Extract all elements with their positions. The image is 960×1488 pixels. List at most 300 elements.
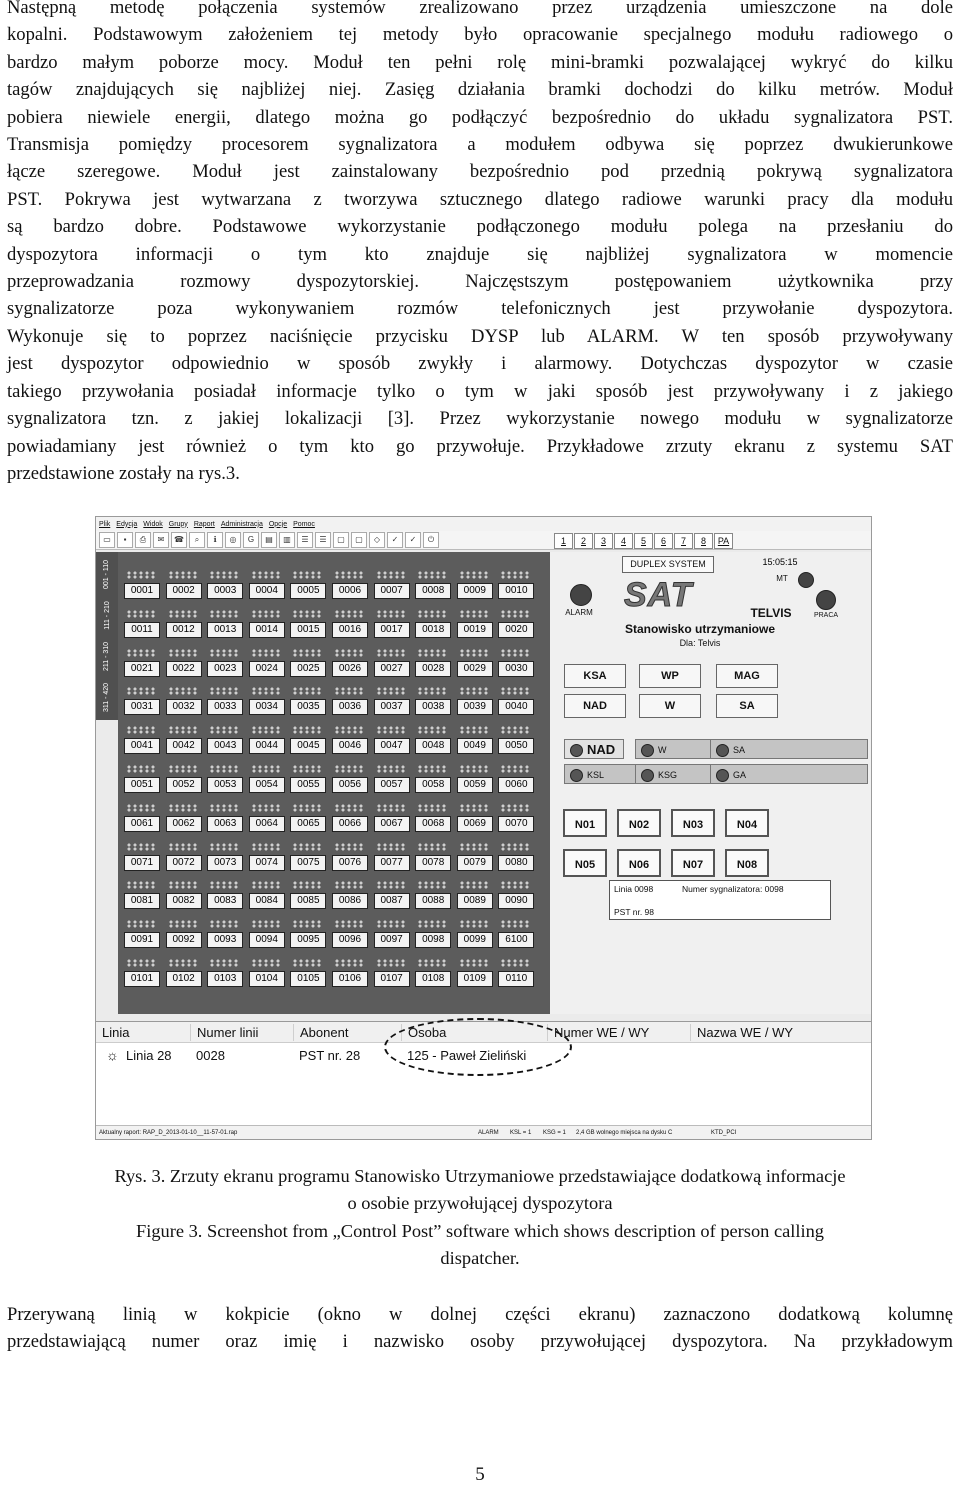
line-cell[interactable] [413,840,451,873]
led-dots-icon [209,843,239,851]
led-dots-icon [376,649,406,657]
status-sa-label: SA [733,745,746,755]
line-cell[interactable] [164,762,202,795]
page-tabs [554,533,733,549]
line-number: 0046 [332,738,368,754]
line-cell[interactable] [122,762,160,795]
led-dots-icon [500,804,530,812]
line-cell[interactable] [122,684,160,717]
n06-button[interactable]: N06 [617,849,661,877]
page-tab[interactable]: 2 [574,533,593,549]
line-cell[interactable] [122,956,160,989]
line-number: 0009 [457,583,493,599]
line-number: 0088 [415,893,451,909]
mt-label: MT [776,574,788,583]
line-cell[interactable] [496,878,534,911]
line-cell[interactable] [496,801,534,834]
led-dots-icon [168,571,198,579]
line-number: 0092 [166,932,202,948]
status-w-label: W [658,745,667,755]
led-dots-icon [251,610,281,618]
line-cell[interactable] [330,568,368,601]
caption-pl-line2: o osobie przywołującej dyspozytora [347,1193,613,1214]
line-cell[interactable] [288,762,326,795]
line-cell[interactable] [413,956,451,989]
duplex-label: DUPLEX SYSTEM [622,556,714,573]
led-dots-icon [209,571,239,579]
ksa-button[interactable]: KSA [564,664,626,688]
line-cell[interactable] [164,646,202,679]
led-dots-icon [334,765,364,773]
line-cell[interactable] [288,801,326,834]
line-cell[interactable] [330,762,368,795]
status-alarm: ALARM [478,1130,499,1136]
range-label[interactable] [96,636,118,676]
line-cell[interactable] [496,568,534,601]
led-dots-icon [334,959,364,967]
n05-button[interactable]: N05 [563,849,607,877]
line-cell[interactable] [288,917,326,950]
line-cell[interactable] [330,684,368,717]
status-led-icon [641,744,654,757]
led-dots-icon [376,843,406,851]
led-dots-icon [168,726,198,734]
group-icon[interactable]: ◎ [225,532,241,548]
line-cell[interactable] [372,956,410,989]
nad-button[interactable]: NAD [564,694,626,718]
line-cell[interactable] [247,723,285,756]
line-number: 0034 [249,699,285,715]
line-cell[interactable] [288,878,326,911]
led-dots-icon [209,726,239,734]
print-icon[interactable]: ⎙ [135,532,151,548]
line-cell[interactable] [122,723,160,756]
led-dots-icon [251,765,281,773]
line-number: 0058 [415,777,451,793]
line-number: 0067 [374,816,410,832]
line-cell[interactable] [288,568,326,601]
line-number: 0008 [415,583,451,599]
line-cell[interactable] [122,840,160,873]
col-nazwa-we-wy[interactable]: Nazwa WE / WY [690,1024,793,1041]
paragraph-line: dyspozytora informacji o tym kto znajduje się najbliżej sygnalizatora w momencie [7,243,953,265]
line-number: 0055 [290,777,326,793]
list-icon[interactable]: ☰ [315,532,331,548]
line-number: 0043 [207,738,243,754]
line-number: 0021 [124,661,160,677]
line-cell[interactable] [372,840,410,873]
paragraph-line: takiego przywołania posiadał informacje tylko o tym w jaki sposób jest przywoływany i z jakiego [7,380,953,402]
line-cell[interactable] [205,878,243,911]
line-cell[interactable] [413,607,451,640]
sun-icon: ☼ [106,1047,119,1063]
line-cell[interactable] [455,762,493,795]
line-number: 0096 [332,932,368,948]
g-icon[interactable]: G [243,532,259,548]
page-tab[interactable]: PA [714,533,733,549]
line-number: 0109 [457,971,493,987]
line-cell[interactable] [372,684,410,717]
led-dots-icon [251,649,281,657]
n04-button[interactable]: N04 [725,809,769,837]
paragraph-line: jest dyspozytor odpowiednio w sposób zwykły i alarmowy. Dotychczas dyspozytor w czasie [7,353,953,375]
line-cell[interactable] [455,801,493,834]
line-cell[interactable] [288,684,326,717]
line-cell[interactable] [288,840,326,873]
line-number: 0010 [498,583,534,599]
line-number: 0050 [498,738,534,754]
line-cell[interactable] [288,723,326,756]
menu-item[interactable]: Grupy [168,520,188,528]
line-cell[interactable] [288,646,326,679]
paragraph-line: przeprowadzania rozmowy dyspozytorskiej. Najczęstszym postępowaniem użytkownika przy [7,271,953,293]
line-cell[interactable] [496,840,534,873]
line-cell[interactable] [122,801,160,834]
panel-title: Stanowisko utrzymaniowe [624,622,776,636]
led-dots-icon [500,726,530,734]
line-cell[interactable] [164,723,202,756]
info-icon[interactable]: ℹ [207,532,223,548]
menu-item[interactable]: Raport [193,520,215,528]
line-number: 0027 [374,661,410,677]
mag-button[interactable]: MAG [716,664,778,688]
line-cell[interactable] [288,607,326,640]
folder-icon[interactable]: ▭ [99,532,115,548]
line-cell[interactable] [455,568,493,601]
doc-icon[interactable]: ▢ [351,532,367,548]
line-cell[interactable] [330,801,368,834]
led-dots-icon [126,726,156,734]
sa-button[interactable]: SA [716,694,778,718]
col-linia[interactable]: Linia [102,1025,130,1040]
line-cell[interactable] [413,878,451,911]
led-dots-icon [292,571,322,579]
doc-icon[interactable]: ▢ [333,532,349,548]
line-cell[interactable] [122,646,160,679]
status-nad [564,739,624,759]
line-cell[interactable] [247,762,285,795]
line-cell[interactable] [164,568,202,601]
col-numer-linii[interactable]: Numer linii [190,1024,258,1041]
line-number: 0015 [290,622,326,638]
line-number: 0056 [332,777,368,793]
page-tab[interactable]: 7 [674,533,693,549]
line-number: 0062 [166,816,202,832]
line-number: 0052 [166,777,202,793]
line-cell[interactable] [205,684,243,717]
page-tab[interactable]: 1 [554,533,573,549]
led-dots-icon [168,765,198,773]
line-cell[interactable] [164,840,202,873]
line-cell[interactable] [455,607,493,640]
clock: 15:05:15 [762,557,798,567]
menu-item[interactable]: Widok [143,520,163,528]
cell-osoba: 125 - Paweł Zieliński [407,1048,527,1063]
menu-item[interactable]: Opcje [268,520,288,528]
line-cell[interactable] [496,646,534,679]
sat-logo [614,574,734,620]
line-number: 0085 [290,893,326,909]
led-dots-icon [417,649,447,657]
col-abonent[interactable]: Abonent [293,1024,348,1041]
led-dots-icon [417,571,447,579]
range-label[interactable] [96,554,118,594]
chart-icon[interactable]: ▥ [279,532,295,548]
line-cell[interactable] [372,762,410,795]
led-dots-icon [168,920,198,928]
line-cell[interactable] [164,956,202,989]
led-dots-icon [417,881,447,889]
line-cell[interactable] [205,917,243,950]
status-ktd: KTD_PCI [711,1130,737,1136]
led-dots-icon [500,610,530,618]
line-cell[interactable] [164,607,202,640]
line-cell[interactable] [247,568,285,601]
line-number: 0036 [332,699,368,715]
led-dots-icon [334,610,364,618]
line-cell[interactable] [372,878,410,911]
line-cell[interactable] [455,917,493,950]
phone-icon[interactable]: ☎ [171,532,187,548]
wp-button[interactable]: WP [639,664,701,688]
line-cell[interactable] [413,801,451,834]
line-cell[interactable] [330,646,368,679]
line-number: 0041 [124,738,160,754]
paragraph-line: przedstawione zostały na rys.3. [7,462,240,484]
line-number: 0110 [498,971,534,987]
menu-bar [96,517,871,531]
status-led-icon [570,744,583,757]
line-number: 0081 [124,893,160,909]
line-cell[interactable] [330,917,368,950]
line-cell[interactable] [205,840,243,873]
binoculars-icon[interactable]: ⌕ [189,532,205,548]
line-cell[interactable] [247,956,285,989]
line-cell[interactable] [205,646,243,679]
led-dots-icon [126,843,156,851]
led-dots-icon [168,804,198,812]
led-dots-icon [500,571,530,579]
led-dots-icon [459,765,489,773]
w-button[interactable]: W [639,694,701,718]
line-number: 0074 [249,855,285,871]
n08-button[interactable]: N08 [725,849,769,877]
menu-item[interactable]: Edycja [116,520,138,528]
line-cell[interactable] [496,684,534,717]
led-dots-icon [334,843,364,851]
line-number: 0005 [290,583,326,599]
line-number: 0032 [166,699,202,715]
status-ksl [564,764,636,784]
line-cell[interactable] [164,878,202,911]
line-number: 0101 [124,971,160,987]
line-number: 6100 [498,932,534,948]
line-cell[interactable] [496,723,534,756]
line-cell[interactable] [164,684,202,717]
line-cell[interactable] [122,568,160,601]
list-icon[interactable]: ☰ [297,532,313,548]
paragraph-line: pobiera niewiele energii, dlatego można go podłączyć bezpośrednio do układu sygnalizatora PST. [7,106,953,128]
status-ksl: KSL = 1 [510,1130,532,1136]
page-tab[interactable]: 3 [594,533,613,549]
line-number: 0048 [415,738,451,754]
line-cell[interactable] [247,684,285,717]
report-icon[interactable]: ▤ [261,532,277,548]
line-cell[interactable] [372,646,410,679]
line-cell[interactable] [496,956,534,989]
line-cell[interactable] [164,801,202,834]
line-cell[interactable] [164,917,202,950]
status-led-icon [570,769,583,782]
col-numer-we-wy[interactable]: Numer WE / WY [547,1024,649,1041]
line-cell[interactable] [496,917,534,950]
menu-item[interactable]: Administracja [220,520,263,528]
line-cell[interactable] [455,956,493,989]
line-number: 0019 [457,622,493,638]
led-dots-icon [417,843,447,851]
led-dots-icon [334,571,364,579]
range-bar [96,552,118,720]
led-dots-icon [209,649,239,657]
line-cell[interactable] [455,646,493,679]
panel-subtitle: Dla: Telvis [679,638,721,648]
led-dots-icon [376,571,406,579]
save-icon[interactable]: ▪ [117,532,133,548]
page-tab[interactable]: 5 [634,533,653,549]
led-dots-icon [459,843,489,851]
line-cell[interactable] [413,646,451,679]
line-cell[interactable] [247,917,285,950]
led-dots-icon [209,687,239,695]
line-number: 0077 [374,855,410,871]
paragraph-line: przedstawiającą numer oraz imię i nazwisko osoby przywołującej dyspozytora. Na przykładowym [7,1331,953,1353]
page-tab[interactable]: 8 [694,533,713,549]
line-cell[interactable] [247,801,285,834]
range-label[interactable] [96,677,118,717]
line-cell[interactable] [496,607,534,640]
line-cell[interactable] [247,878,285,911]
page-number: 5 [475,1464,485,1485]
line-number: 0042 [166,738,202,754]
range-label[interactable] [96,595,118,635]
led-dots-icon [251,881,281,889]
line-cell[interactable] [288,956,326,989]
line-cell[interactable] [205,801,243,834]
line-cell[interactable] [372,723,410,756]
line-cell[interactable] [205,568,243,601]
line-cell[interactable] [455,723,493,756]
line-cell[interactable] [122,917,160,950]
power-icon[interactable]: ⏻ [423,532,439,548]
line-cell[interactable] [330,956,368,989]
check-icon[interactable]: ✓ [405,532,421,548]
menu-item[interactable]: Plik [99,520,111,528]
led-dots-icon [334,920,364,928]
line-cell[interactable] [247,840,285,873]
led-dots-icon [500,959,530,967]
page-tab[interactable]: 4 [614,533,633,549]
led-dots-icon [292,804,322,812]
line-cell[interactable] [455,840,493,873]
line-number: 0079 [457,855,493,871]
line-number: 0106 [332,971,368,987]
mt-led-icon [798,572,814,588]
line-number: 0078 [415,855,451,871]
page-tab[interactable]: 6 [654,533,673,549]
n03-button[interactable]: N03 [671,809,715,837]
line-cell[interactable] [205,762,243,795]
line-cell[interactable] [247,646,285,679]
led-dots-icon [376,726,406,734]
led-dots-icon [251,726,281,734]
n02-button[interactable]: N02 [617,809,661,837]
line-cell[interactable] [372,568,410,601]
cell-linia: Linia 28 [126,1048,172,1063]
cell-abonent: PST nr. 28 [299,1048,361,1063]
line-cell[interactable] [455,878,493,911]
line-cell[interactable] [413,762,451,795]
line-number: 0061 [124,816,160,832]
line-cell[interactable] [413,568,451,601]
check-icon[interactable]: ✓ [387,532,403,548]
line-cell[interactable] [330,723,368,756]
line-cell[interactable] [372,607,410,640]
line-cell[interactable] [247,607,285,640]
line-cell[interactable] [205,607,243,640]
status-ksg: KSG = 1 [543,1130,566,1136]
line-number: 0095 [290,932,326,948]
line-number: 0064 [249,816,285,832]
status-disk: 2,4 GB wolnego miejsca na dysku C [576,1130,673,1136]
line-cell[interactable] [330,840,368,873]
led-dots-icon [251,959,281,967]
line-cell[interactable] [122,878,160,911]
toolbar [96,531,871,550]
led-dots-icon [126,687,156,695]
line-cell[interactable] [122,607,160,640]
line-cell[interactable] [413,723,451,756]
led-dots-icon [500,843,530,851]
n07-button[interactable]: N07 [671,849,715,877]
line-cell[interactable] [372,917,410,950]
line-cell[interactable] [205,956,243,989]
line-cell[interactable] [330,607,368,640]
line-cell[interactable] [413,917,451,950]
n01-button[interactable]: N01 [563,809,607,837]
line-cell[interactable] [413,684,451,717]
menu-item[interactable]: Pomoc [293,520,315,528]
led-dots-icon [376,804,406,812]
tag-icon[interactable]: ◇ [369,532,385,548]
line-cell[interactable] [330,878,368,911]
led-dots-icon [292,649,322,657]
led-dots-icon [251,687,281,695]
led-dots-icon [417,687,447,695]
bottom-paragraph [7,1301,953,1356]
line-number: 0013 [207,622,243,638]
info-line: Linia 0098 [614,884,654,894]
line-number: 0089 [457,893,493,909]
line-cell[interactable] [372,801,410,834]
status-ksg-label: KSG [658,770,678,780]
led-dots-icon [209,765,239,773]
line-cell[interactable] [205,723,243,756]
line-number: 0038 [415,699,451,715]
line-cell[interactable] [496,762,534,795]
line-cell[interactable] [455,684,493,717]
col-osoba[interactable]: Osoba [401,1024,446,1041]
chat-icon[interactable]: ✉ [153,532,169,548]
